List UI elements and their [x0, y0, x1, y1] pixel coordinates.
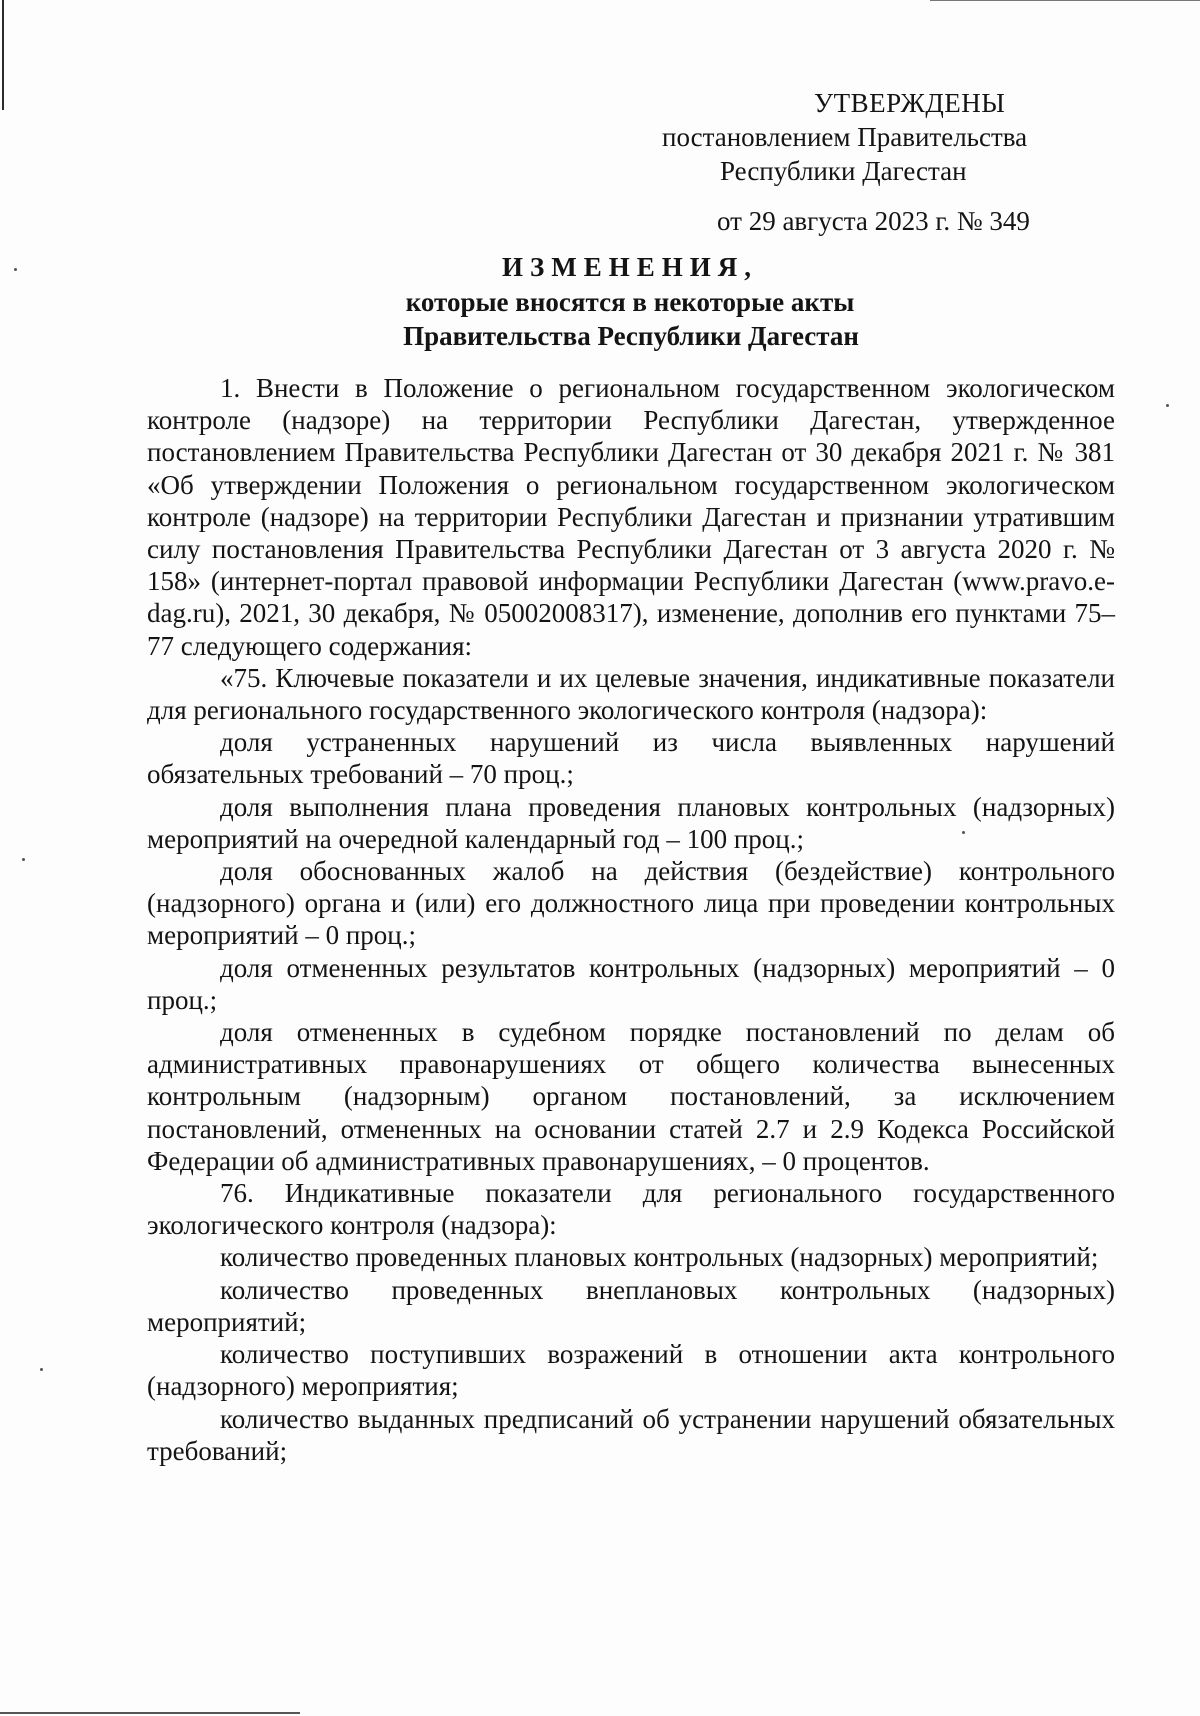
document-subtitle-line2: Правительства Республики Дагестан: [403, 321, 859, 351]
paragraph-point-75: «75. Ключевые показатели и их целевые значения, индикативные показатели для регионального государственного экологического контроля (надзора):: [147, 662, 1115, 726]
paragraph-indicator: доля отмененных в судебном порядке постановлений по делам об административных правонарушениях от общего количества вынесенных контрольным (надзорным) органом постановлений, за исключением постановлений, отмененных на основании статей 2.7 и 2.9 Кодекса Российской Федерации об административных правонарушениях, – 0 процентов.: [147, 1017, 1115, 1176]
scan-speck: [22, 858, 25, 861]
paragraph-point-76: 76. Индикативные показатели для регионального государственного экологического контроля (надзора):: [147, 1178, 1115, 1241]
paragraph-indicator: количество выданных предписаний об устранении нарушений обязательных требований;: [147, 1403, 1115, 1466]
document-subtitle-line1: которые вносятся в некоторые акты: [405, 287, 855, 317]
scan-edge-left: [2, 0, 4, 110]
paragraph-indicator: доля обоснованных жалоб на действия (бездействие) контрольного (надзорного) органа и (или) его должностного лица при проведении контрольных мероприятий – 0 проц.;: [147, 856, 1115, 951]
scan-speck: [1166, 404, 1169, 407]
scan-edge-top: [930, 0, 1200, 1]
scan-edge-bottom: [0, 1712, 300, 1714]
paragraph-indicator: количество проведенных внеплановых контрольных (надзорных) мероприятий;: [147, 1274, 1115, 1337]
paragraph-indicator: количество проведенных плановых контрольных (надзорных) мероприятий;: [220, 1242, 1099, 1273]
paragraph-indicator: доля устраненных нарушений из числа выявленных нарушений обязательных требований – 70 проц.;: [147, 727, 1115, 790]
document-title: ИЗМЕНЕНИЯ,: [501, 252, 758, 282]
paragraph-indicator: доля выполнения плана проведения плановых контрольных (надзорных) мероприятий на очередной календарный год – 100 проц.;: [147, 791, 1115, 854]
document-body: [147, 372, 1115, 1467]
scan-speck: [40, 1368, 43, 1371]
approval-issuer-line2: Республики Дагестан: [720, 156, 967, 186]
paragraph-indicator: количество поступивших возражений в отношении акта контрольного (надзорного) мероприятия;: [147, 1339, 1115, 1402]
approval-title: УТВЕРЖДЕНЫ: [814, 88, 1006, 118]
approval-issuer-line1: постановлением Правительства: [662, 122, 1028, 152]
paragraph-indicator: доля отмененных результатов контрольных (надзорных) мероприятий – 0 проц.;: [147, 952, 1115, 1015]
approval-date: от 29 августа 2023 г. № 349: [717, 206, 1030, 236]
paragraph-clause-1: 1. Внести в Положение о региональном государственном экологическом контроле (надзоре) на территории Республики Дагестан, утвержденное постановлением Правительства Республики Дагестан от 30 декабря 2021 г. № 381 «Об утверждении Положения о региональном государственном экологическом контроле (надзоре) на территории Республики Дагестан и признании утратившим силу постановления Правительства Республики Дагестан от 3 августа 2020 г. № 158» (интернет-портал правовой информации Республики Дагестан (www.pravo.e-dag.ru), 2021, 30 декабря, № 05002008317), изменение, дополнив его пунктами 75–77 следующего содержания:: [147, 373, 1115, 661]
